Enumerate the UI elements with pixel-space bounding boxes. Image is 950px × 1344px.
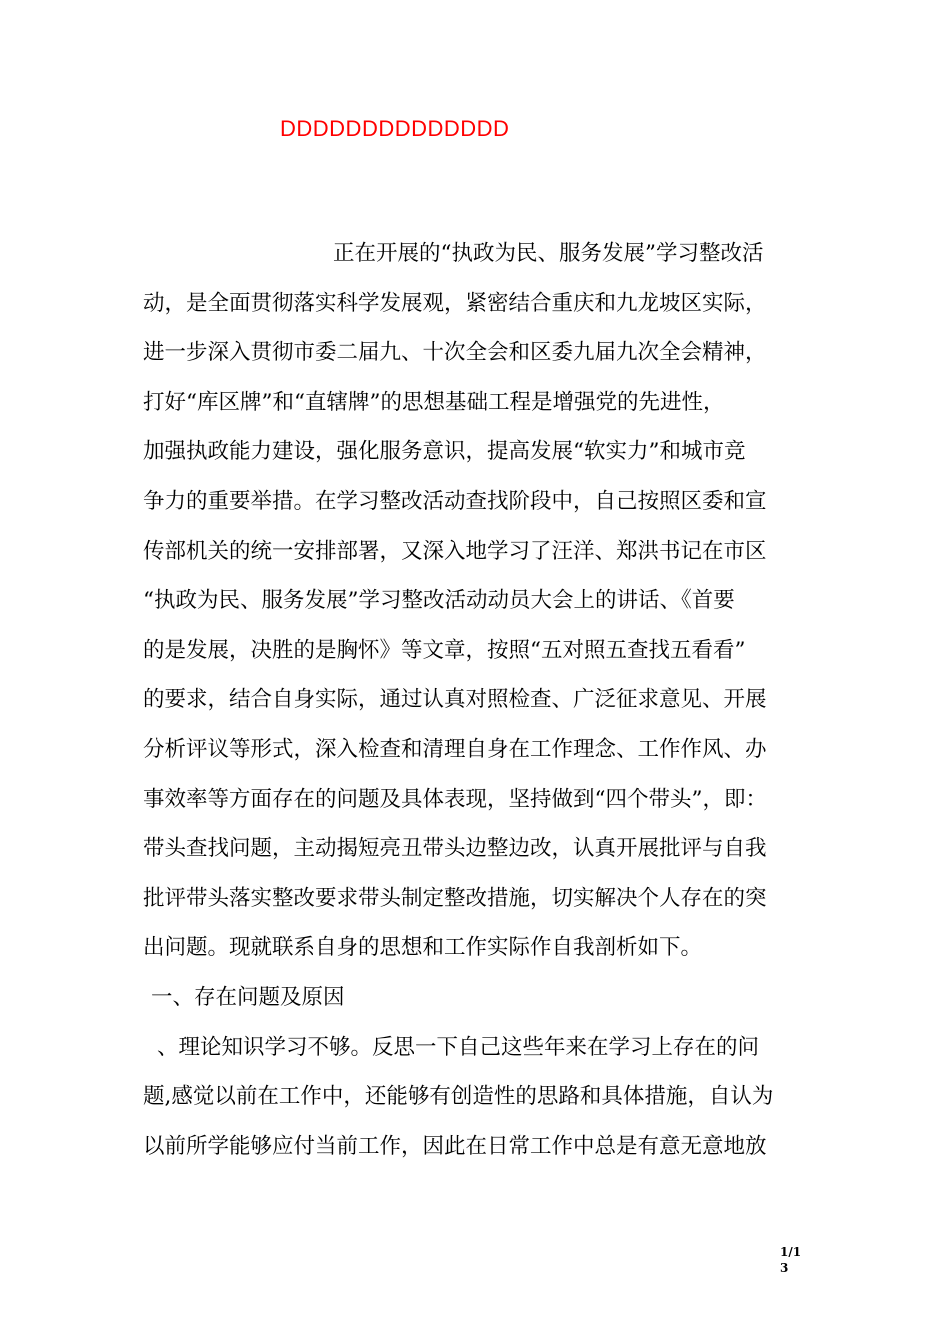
paragraph-line: 传部机关的统一安排部署，又深入地学习了汪洋、郑洪书记在市区 [143,538,767,564]
document-body [143,236,815,1178]
paragraph-line: 事效率等方面存在的问题及具体表现，坚持做到“四个带头”，即： [143,786,767,812]
paragraph-line: 、理论知识学习不够。反思一下自己这些年来在学习上存在的问 [157,1034,760,1060]
paragraph-line: 进一步深入贯彻市委二届九、十次全会和区委九届九次全会精神， [143,340,767,366]
page-number-line1: 1/1 [780,1245,802,1259]
paragraph-line: 的要求，结合自身实际，通过认真对照检查、广泛征求意见、开展 [143,687,767,713]
page-number [780,1244,810,1276]
paragraph-line: 加强执政能力建设，强化服务意识，提高发展“软实力”和城市竞 [143,439,746,465]
paragraph-line: 打好“库区牌”和“直辖牌”的思想基础工程是增强党的先进性， [143,389,725,415]
paragraph-line: “执政为民、服务发展”学习整改活动动员大会上的讲话、《首要 [143,588,735,614]
paragraph-line: 以前所学能够应付当前工作，因此在日常工作中总是有意无意地放 [143,1133,767,1159]
document-title: DDDDDDDDDDDDDD [280,116,510,141]
paragraph-line: 出问题。现就联系自身的思想和工作实际作自我剖析如下。 [143,935,703,961]
paragraph-line: 批评带头落实整改要求带头制定整改措施，切实解决个人存在的突 [143,885,767,911]
paragraph-line: 题,感觉以前在工作中，还能够有创造性的思路和具体措施，自认为 [143,1084,774,1110]
paragraph-line: 的是发展，决胜的是胸怀》等文章，按照“五对照五查找五看看” [143,637,746,663]
paragraph-line: 带头查找问题，主动揭短亮丑带头边整边改，认真开展批评与自我 [143,836,767,862]
paragraph-line: 分析评议等形式，深入检查和清理自身在工作理念、工作作风、办 [143,736,767,762]
section-heading: 一、存在问题及原因 [151,984,345,1010]
page-number-line2: 3 [780,1261,789,1275]
paragraph-line: 正在开展的“执政为民、服务发展”学习整改活 [333,241,764,266]
paragraph-line: 动，是全面贯彻落实科学发展观，紧密结合重庆和九龙坡区实际， [143,290,767,316]
paragraph-line: 争力的重要举措。在学习整改活动查找阶段中，自己按照区委和宣 [143,488,767,514]
